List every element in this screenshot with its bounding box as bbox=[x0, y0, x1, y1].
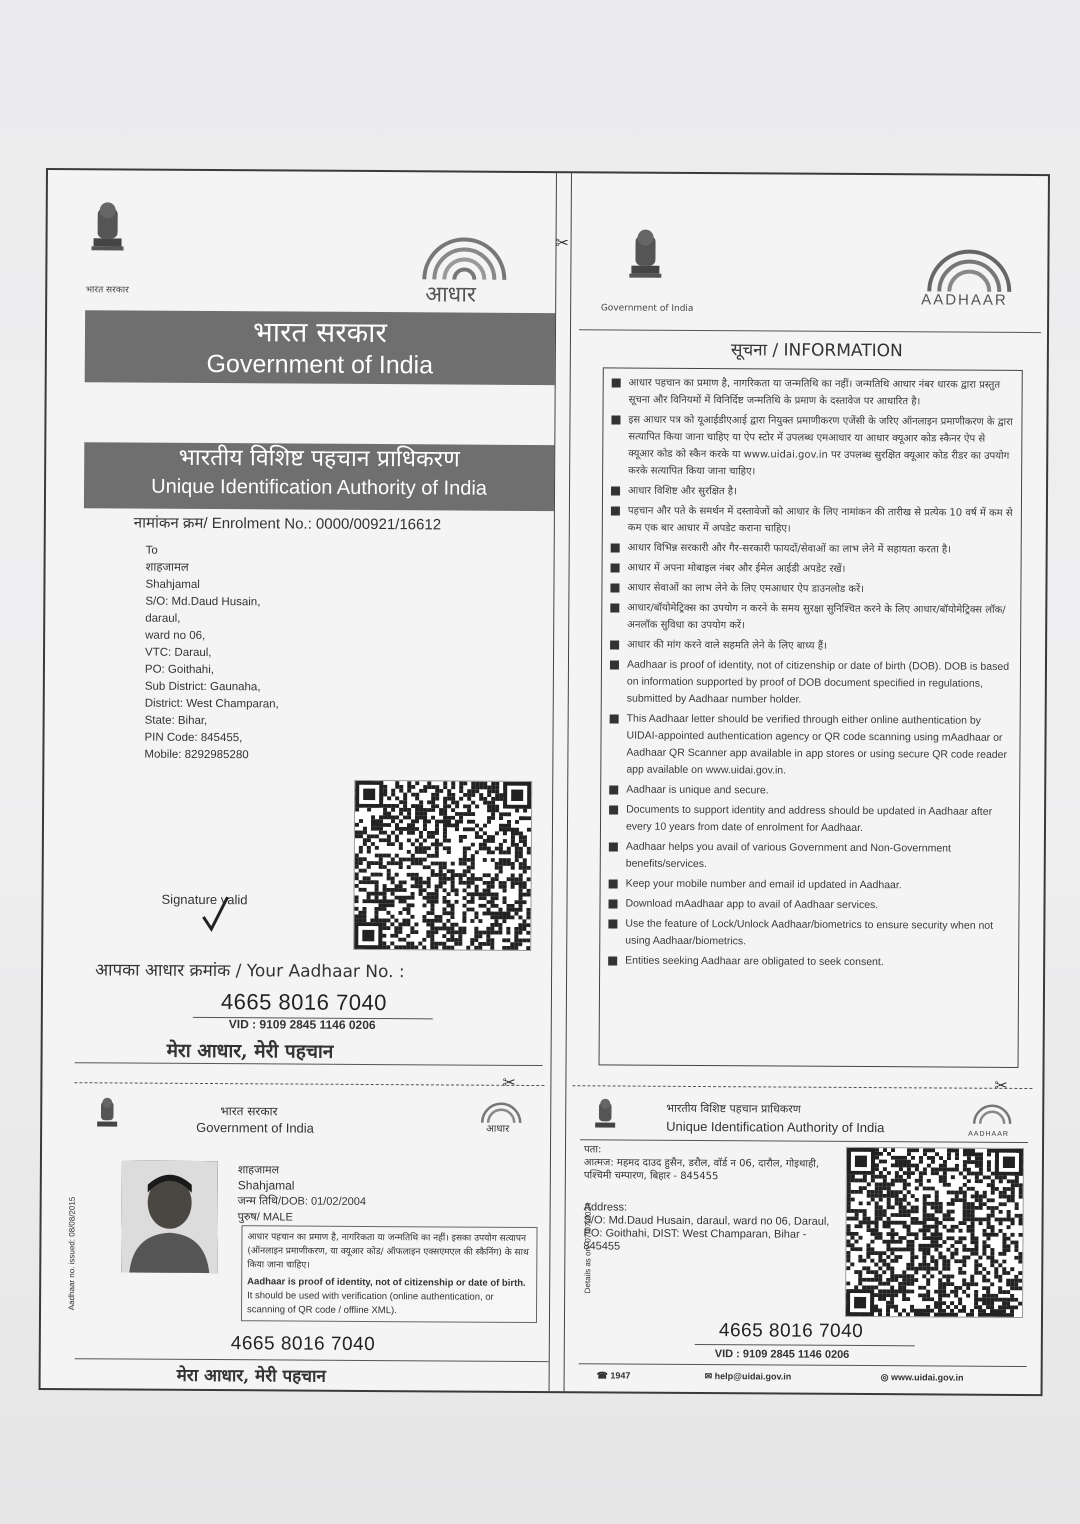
info-item bbox=[609, 710, 1011, 780]
bullet-icon bbox=[609, 879, 618, 888]
bullet-icon bbox=[608, 899, 617, 908]
uidai-hindi: भारतीय विशिष्ट पहचान प्राधिकरण bbox=[178, 444, 460, 473]
info-text: Use the feature of Lock/Unlock Aadhaar/biometrics to ensure security when not using Aadhaar/biometrics. bbox=[625, 917, 994, 948]
address-line: Mobile: 8292985280 bbox=[144, 748, 249, 762]
info-item bbox=[608, 952, 1010, 971]
aadhaar-letter-sheet bbox=[39, 168, 1050, 1396]
phone-icon: ☎ bbox=[596, 1370, 608, 1381]
enrolment-number: नामांकन क्रम/ Enrolment No.: 0000/00921/16612 bbox=[133, 514, 442, 534]
info-item bbox=[610, 636, 1012, 655]
address-hindi bbox=[584, 1143, 834, 1184]
card-back bbox=[565, 1093, 1043, 1394]
address-line: S/O: Md.Daud Husain, bbox=[145, 595, 261, 609]
info-item bbox=[610, 656, 1012, 709]
bullet-icon bbox=[611, 486, 620, 495]
bullet-icon bbox=[610, 603, 619, 612]
note-hindi: आधार पहचान का प्रमाण है, नागरिकता या जन्मतिथि का नहीं। इसका उपयोग सत्यापन (ऑनलाइन प्रमाणीकरण, या क्यूआर कोड/ ऑफलाइन एक्सएमएल की स्कैनिंग) के साथ किया जाना चाहिए। bbox=[247, 1232, 529, 1271]
national-emblem-icon bbox=[590, 1097, 620, 1141]
scissor-icon: ✂ bbox=[555, 235, 570, 253]
address-line: To bbox=[145, 544, 158, 557]
info-text: आधार विभिन्न सरकारी और गैर-सरकारी फायदों/सेवाओं का लाभ लेने में सहायता करता है। bbox=[627, 542, 952, 556]
card-back-vid: VID : 9109 2845 1146 0206 bbox=[714, 1348, 850, 1361]
info-text: Download mAadhaar app to avail of Aadhaar services. bbox=[625, 897, 879, 912]
info-text: आधार में अपना मोबाइल नंबर और ईमेल आईडी अपडेट रखें। bbox=[627, 562, 846, 575]
card-govt-hindi: भारत सरकार bbox=[220, 1104, 278, 1119]
info-item bbox=[609, 781, 1011, 800]
phone-number: 1947 bbox=[610, 1370, 631, 1381]
bullet-icon bbox=[608, 919, 617, 928]
uidai-english: Unique Identification Authority of India bbox=[151, 475, 488, 500]
address-line: Sub District: Gaunaha, bbox=[144, 680, 261, 694]
address-line: District: West Champaran, bbox=[144, 697, 279, 711]
info-item bbox=[610, 579, 1012, 598]
card-front bbox=[41, 1090, 551, 1391]
details-date-side: Details as on: 07/07/2024 bbox=[583, 1202, 593, 1294]
information-box bbox=[599, 367, 1023, 1068]
card-aadhaar-number: 4665 8016 7040 bbox=[230, 1333, 376, 1356]
aadhaar-logo-icon bbox=[970, 1104, 1014, 1126]
bullet-icon bbox=[609, 842, 618, 851]
address-line: Shahjamal bbox=[145, 578, 200, 591]
aadhaar-number: 4665 8016 7040 bbox=[220, 989, 388, 1016]
info-item bbox=[610, 599, 1012, 635]
bullet-icon bbox=[608, 956, 617, 965]
info-item bbox=[608, 915, 1010, 951]
note-english: It should be used with verification (online authentication, or scanning of QR code / offline XML). bbox=[246, 1290, 494, 1317]
info-item bbox=[611, 502, 1013, 538]
aadhaar-logo-text: आधार bbox=[486, 1123, 510, 1135]
info-item bbox=[609, 838, 1011, 874]
info-item bbox=[609, 801, 1011, 837]
info-text: आधार/बॉयोमेट्रिक्स का उपयोग न करने के समय सुरक्षा सुनिश्चित करने के लिए आधार/बॉयोमेट्रिक्स लॉक/अनलॉक सुविधा का उपयोग करें। bbox=[627, 602, 1006, 632]
card-back-underline bbox=[695, 1344, 915, 1346]
address-english-label: Address: bbox=[583, 1201, 628, 1214]
info-item bbox=[612, 374, 1014, 410]
qr-code bbox=[353, 780, 532, 951]
info-item bbox=[611, 559, 1013, 578]
address-english bbox=[583, 1201, 833, 1255]
footer-phone bbox=[597, 1367, 631, 1384]
address-line: daraul, bbox=[145, 612, 181, 625]
info-item bbox=[609, 875, 1011, 894]
info-text: आधार की मांग करने वाले सहमति लेने के लिए बाध्य हैं। bbox=[627, 639, 827, 652]
email-address: help@uidai.gov.in bbox=[714, 1371, 792, 1382]
info-item bbox=[611, 539, 1013, 558]
address-line: State: Bihar, bbox=[144, 714, 208, 727]
footer-email bbox=[705, 1368, 792, 1386]
slogan-line bbox=[75, 1062, 543, 1066]
card-uidai-english: Unique Identification Authority of India bbox=[666, 1118, 885, 1136]
photo bbox=[121, 1160, 218, 1273]
bullet-icon bbox=[611, 563, 620, 572]
bullet-icon bbox=[612, 378, 621, 387]
vid-number: VID : 9109 2845 1146 0206 bbox=[228, 1017, 376, 1033]
name-english: Shahjamal bbox=[237, 1178, 295, 1193]
address-line: PO: Goithahi, bbox=[144, 663, 215, 677]
website: www.uidai.gov.in bbox=[890, 1372, 964, 1383]
address-line: शाहजामल bbox=[145, 561, 189, 574]
card-line bbox=[75, 1358, 549, 1362]
info-text: आधार सेवाओं का लाभ लेने के लिए एमआधार ऐप डाउनलोड करें। bbox=[627, 582, 865, 596]
info-text: आधार पहचान का प्रमाण है, नागरिकता या जन्मतिथि का नहीं। जन्मतिथि आधार नंबर धारक द्वारा प्रस्तुत सूचना और विनियमों में विनिर्दिष्ट जन्मतिथि के प्रमाण के दस्तावेज पर आधारित है। bbox=[628, 377, 1001, 408]
card-back-aadhaar-number: 4665 8016 7040 bbox=[718, 1320, 864, 1343]
national-emblem-icon bbox=[92, 1096, 122, 1140]
bullet-icon bbox=[609, 805, 618, 814]
info-text: This Aadhaar letter should be verified through either online authentication by UIDAI-appointed authentication agency or QR code scanning using mAadhaar or Aadhaar QR Scanner app available in app stores or using secure QR code reader app available on www.uidai.gov.in. bbox=[626, 712, 1008, 777]
address-hindi-label: पता: bbox=[583, 1144, 602, 1156]
footer-web bbox=[881, 1369, 964, 1387]
address-line: PIN Code: 845455, bbox=[144, 731, 243, 745]
proof-note bbox=[241, 1225, 538, 1323]
card-govt-english: Government of India bbox=[196, 1119, 314, 1136]
address-block bbox=[144, 543, 279, 765]
slogan: मेरा आधार, मेरी पहचान bbox=[166, 1039, 334, 1063]
footer-line bbox=[579, 1363, 1027, 1367]
aadhaar-logo-text: आधार bbox=[425, 282, 477, 308]
info-item bbox=[611, 411, 1013, 481]
address-line: VTC: Daraul, bbox=[145, 646, 212, 660]
uidai-band bbox=[84, 442, 554, 511]
card-qr-code bbox=[845, 1147, 1024, 1318]
info-text: पहचान और पते के समर्थन में दस्तावेजों को आधार के लिए नामांकन की तारीख से प्रत्येक 10 वर्ष में कम से कम एक बार आधार में अपडेट कराना चाहिए। bbox=[627, 505, 1013, 535]
info-text: इस आधार पत्र को यूआईडीएआई द्वारा नियुक्त प्रमाणीकरण एजेंसी के जरिए ऑनलाइन प्रमाणीकरण के द्वारा सत्यापित किया जाना चाहिए या ऐप स्टोर में उपलब्ध एमआधार या आधार क्यूआर कोड स्कैनर ऐप से क्यूआर कोड को स्कैन करके या www.uidai.gov.in पर उपलब्ध सुरक्षित क्यूआर कोड रीडर का उपयोग करके सत्यापित किया जाना चाहिए। bbox=[628, 414, 1013, 478]
globe-icon: ◎ bbox=[880, 1372, 889, 1383]
dob: जन्म तिथि/DOB: 01/02/2004 bbox=[237, 1195, 367, 1208]
card-back-line bbox=[580, 1139, 1028, 1143]
scissor-icon: ✂ bbox=[502, 1074, 516, 1092]
bullet-icon bbox=[611, 415, 620, 424]
bullet-icon bbox=[610, 714, 619, 723]
name-hindi: शाहजामल bbox=[237, 1163, 280, 1177]
info-text: Aadhaar is proof of identity, not of citizenship or date of birth (DOB). DOB is based on information supported by proof of DOB document specified in regulations, submitted by Aadhaar number holder. bbox=[626, 658, 1010, 706]
info-text: Documents to support identity and address should be updated in Aadhaar after every 10 years from date of enrolment for Aadhaar. bbox=[625, 803, 993, 835]
info-text: Aadhaar helps you avail of various Government and Non-Government benefits/services. bbox=[625, 840, 952, 871]
info-item bbox=[608, 895, 1010, 914]
header-line bbox=[579, 329, 1041, 333]
emblem-caption: Government of India bbox=[600, 303, 694, 314]
info-item bbox=[611, 482, 1013, 501]
bullet-icon bbox=[610, 640, 619, 649]
aadhaar-logo-text: AADHAAR bbox=[921, 291, 1008, 309]
checkmark-icon bbox=[199, 893, 229, 935]
emblem-caption: भारत सरकार bbox=[85, 285, 129, 296]
card-uidai-hindi: भारतीय विशिष्ट पहचान प्राधिकरण bbox=[666, 1101, 801, 1116]
mail-icon: ✉ bbox=[704, 1371, 713, 1382]
address-english-text: S/O: Md.Daud Husain, daraul, ward no 06, Daraul, PO: Goithahi, DIST: West Champaran, Bihar - 845455 bbox=[583, 1214, 830, 1253]
address-line: ward no 06, bbox=[145, 629, 206, 642]
national-emblem-icon bbox=[621, 228, 669, 298]
address-hindi-text: आत्मज: महमद दाउद हुसैन, डरौल, वॉर्ड न 06, दारौल, गोइथाही, पश्चिमी चम्पारण, बिहार - 845455 bbox=[583, 1157, 820, 1183]
national-emblem-icon bbox=[83, 200, 131, 270]
bullet-icon bbox=[611, 543, 620, 552]
gender: पुरुष/ MALE bbox=[237, 1211, 293, 1224]
info-text: आधार विशिष्ट और सुरक्षित है। bbox=[628, 485, 737, 498]
info-text: Entities seeking Aadhaar are obligated to seek consent. bbox=[625, 954, 884, 969]
aadhaar-logo-text: AADHAAR bbox=[968, 1130, 1009, 1138]
bullet-icon bbox=[611, 506, 620, 515]
info-text: Keep your mobile number and email id updated in Aadhaar. bbox=[625, 877, 902, 892]
bullet-icon bbox=[610, 660, 619, 669]
govt-english: Government of India bbox=[206, 349, 434, 380]
govt-band bbox=[85, 310, 555, 385]
info-text: Aadhaar is unique and secure. bbox=[626, 783, 769, 797]
govt-hindi: भारत सरकार bbox=[252, 315, 388, 350]
signature-valid-text: Signature valid bbox=[161, 891, 248, 908]
issued-date-side: Aadhaar no. issued: 08/08/2015 bbox=[67, 1196, 77, 1311]
bullet-icon bbox=[610, 583, 619, 592]
scissor-icon: ✂ bbox=[994, 1077, 1008, 1095]
card-slogan: मेरा आधार, मेरी पहचान bbox=[176, 1365, 326, 1387]
info-title: सूचना / INFORMATION bbox=[730, 340, 903, 362]
note-english-bold: Aadhaar is proof of identity, not of citizenship or date of birth. bbox=[247, 1276, 526, 1289]
bullet-icon bbox=[609, 785, 618, 794]
your-aadhaar-label: आपका आधार क्रमांक / Your Aadhaar No. : bbox=[95, 960, 405, 983]
